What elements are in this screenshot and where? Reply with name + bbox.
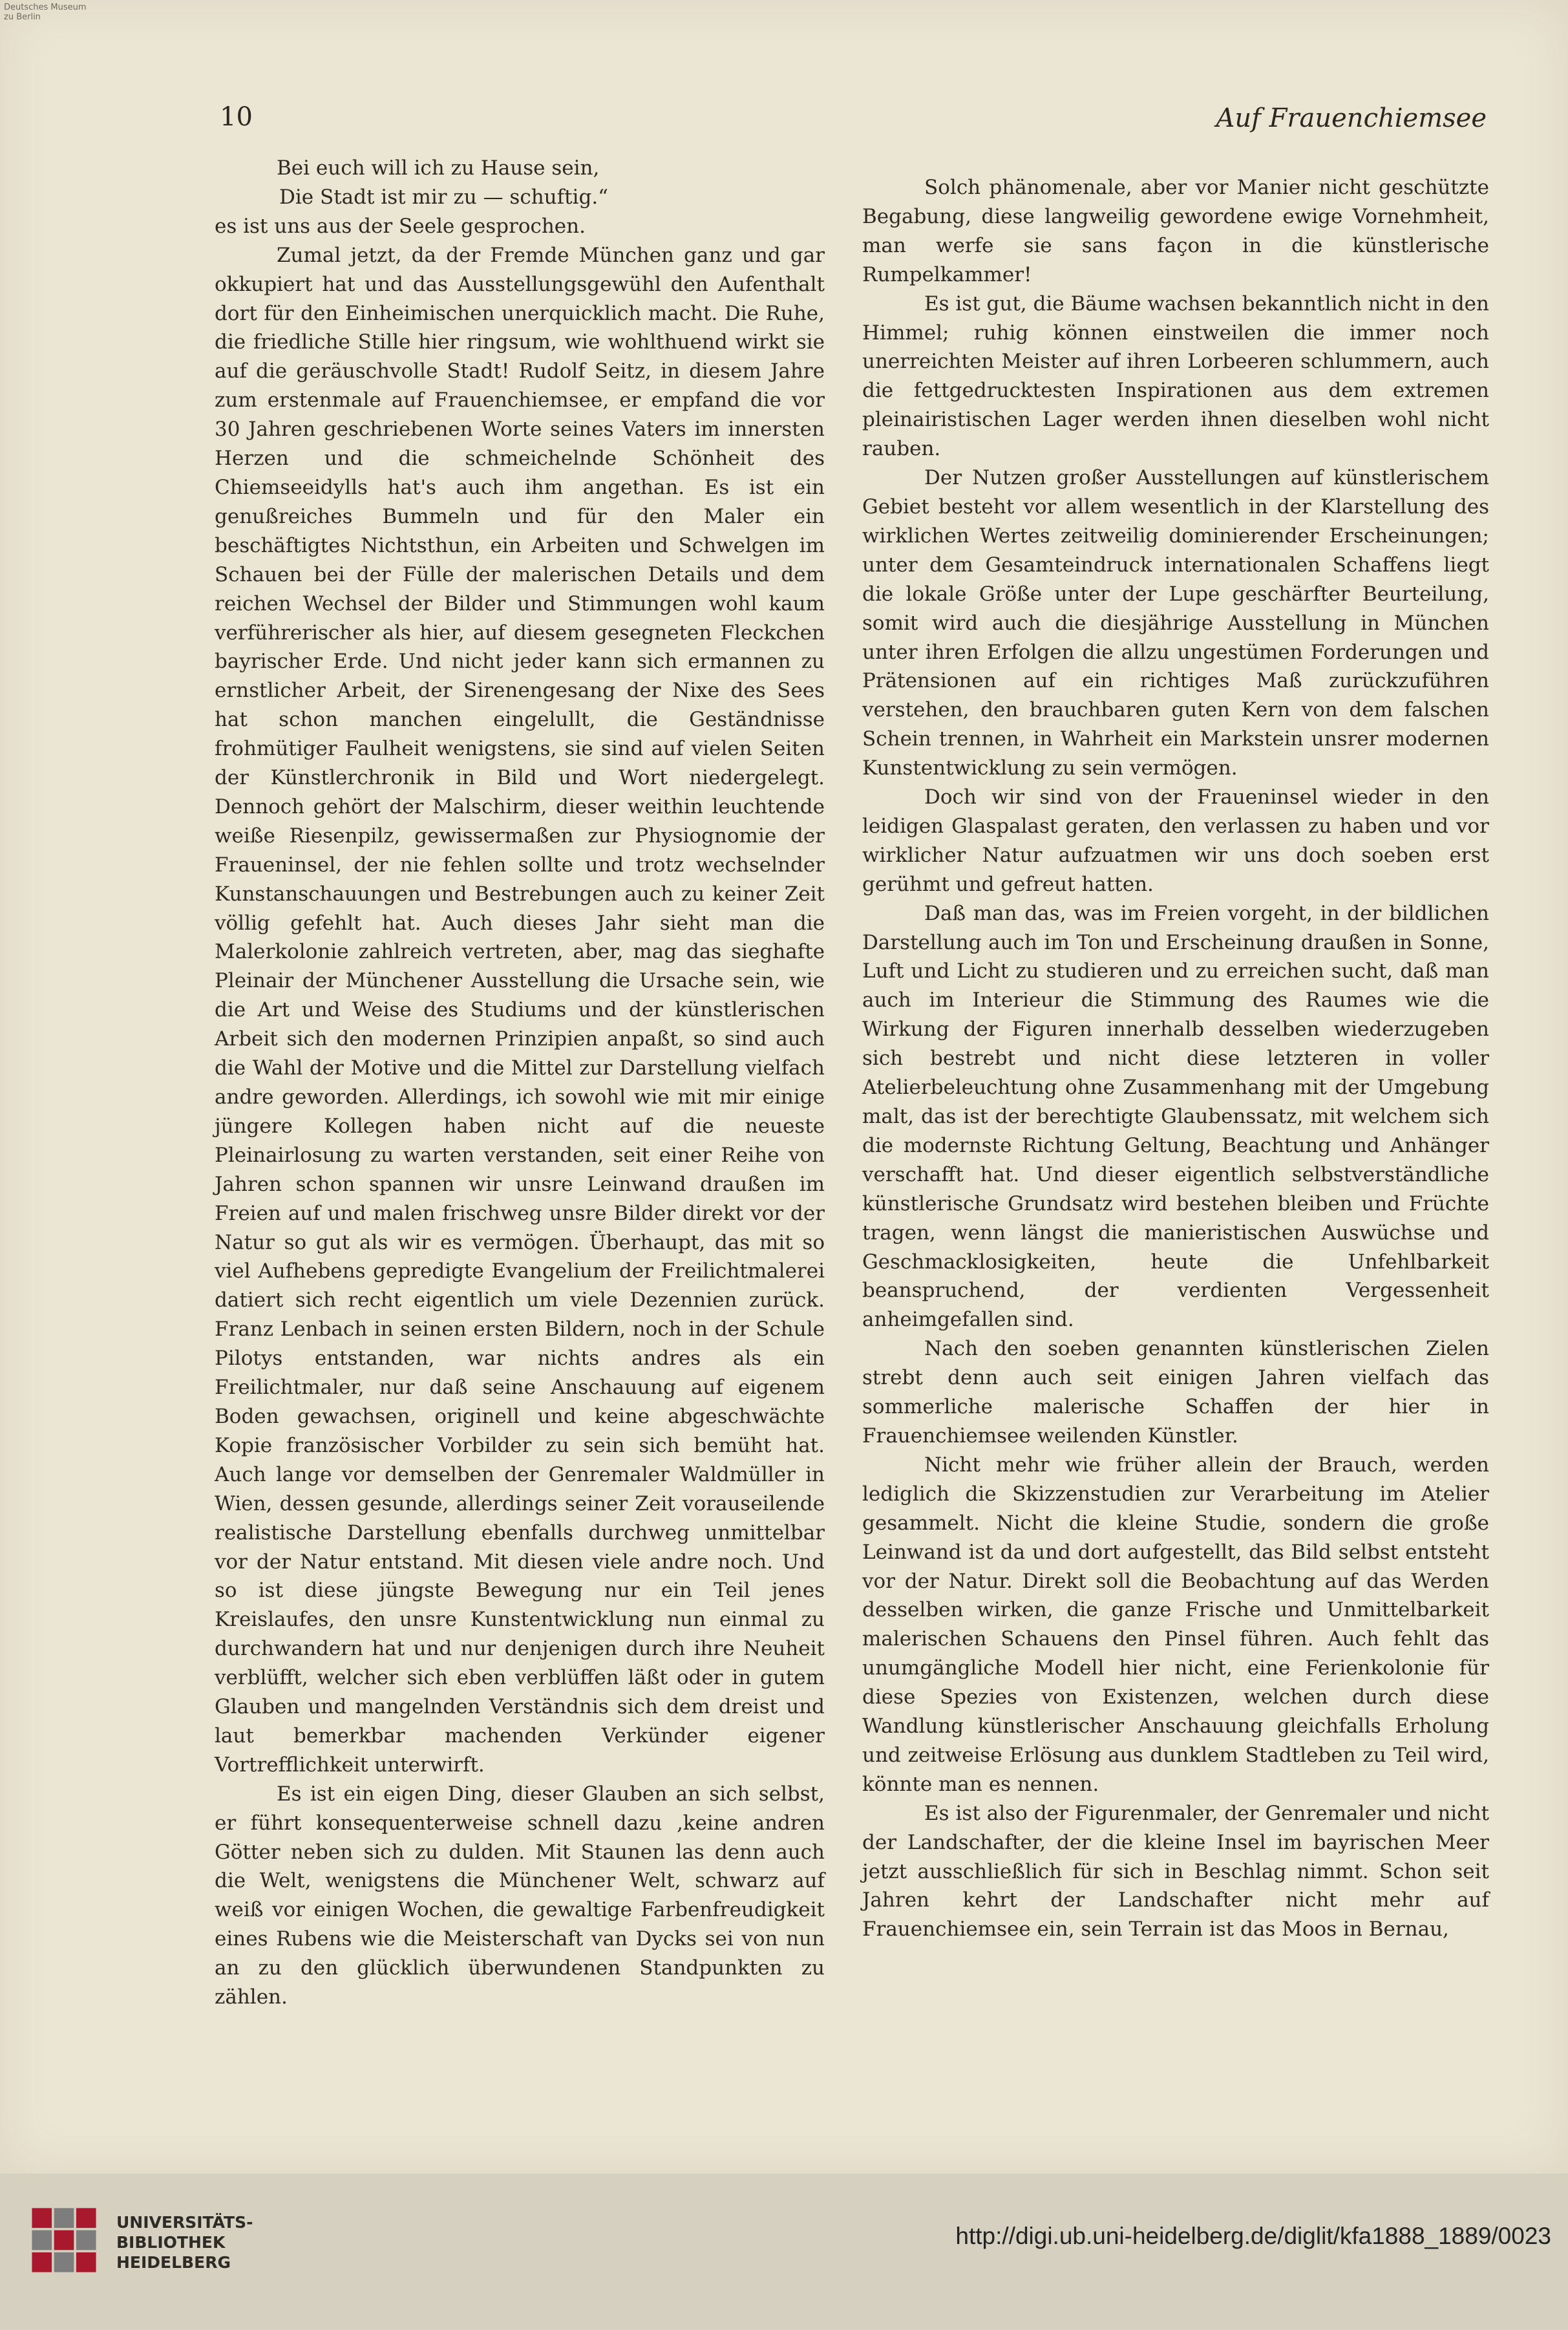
source-url-link[interactable]: http://digi.ub.uni-heidelberg.de/diglit/kfa1888_1889/0023 [955,2223,1551,2249]
library-stamp [4,3,114,22]
running-title: Auf Frauenchiemsee [1216,103,1487,133]
paragraph: Daß man das, was im Freien vorgeht, in der bildlichen Darstellung auch im Ton und Erscheinung draußen in Sonne, Luft und Licht zu studieren und zu erreichen sucht, daß man auch im Interieur die Stimmung des Raumes wie die Wirkung der Figuren innerhalb desselben wiederzugeben sich bestrebt und nicht diese letzteren in voller Atelierbeleuchtung ohne Zusammenhang mit der Umgebung malt, das ist der berechtigte Glaubenssatz, mit welchem sich die modernste Richtung Geltung, Beachtung und Anhänger verschafft hat. Und dieser eigentlich selbstverständliche künstlerische Grundsatz wird bestehen bleiben und Früchte tragen, wenn längst die manieristischen Auswüchse und Geschmacklosigkeiten, heute die Unfehlbarkeit beanspruchend, der verdienten Vergessenheit anheimgefallen sind. [862,901,1489,1332]
paragraph: Es ist also der Figurenmaler, der Genremaler und nicht der Landschafter, der die kleine Insel im bayrischen Meer jetzt ausschließlich für sich in Beschlag nimmt. Schon seit Jahren kehrt der Landschafter nicht mehr auf Frauenchiemsee ein, sein Terrain ist das Moos in Bernau, [862,1801,1489,1941]
paragraph: es ist uns aus der Seele gesprochen. [215,214,586,238]
paragraph: Es ist gut, die Bäume wachsen bekanntlich nicht in den Himmel; ruhig können einstweilen die immer noch unerreichten Meister auf ihren Lorbeeren schlummern, auch die fettgedrucktesten Inspirationen aus dem extremen pleinairistischen Lager werden ihnen dieselben wohl nicht rauben. [862,292,1489,461]
stamp-line: zu Berlin [4,12,41,22]
stamp-line: Deutsches Museum [4,3,87,12]
verse-line: Die Stadt ist mir zu — schuftig.“ [279,185,609,209]
library-name [116,2212,253,2272]
paragraph: Zumal jetzt, da der Fremde München ganz und gar okkupiert hat und das Ausstellungsgewühl den Aufenthalt dort für den Einheimischen unerquicklich macht. Die Ruhe, die friedliche Stille hier ringsum, wie wohlthuend wirkt sie auf die geräuschvolle Stadt! Rudolf Seitz, in diesem Jahre zum erstenmale auf Frauenchiemsee, er empfand die vor 30 Jahren geschriebenen Worte seines Vaters im innersten Herzen und die schmeichelnde Schönheit des Chiemseeidylls hat's auch ihm angethan. Es ist ein genußreiches Bummeln und für den Maler ein beschäftigtes Nichtsthun, ein Arbeiten und Schwelgen im Schauen bei der Fülle der malerischen Details und dem reichen Wechsel der Bilder und Stimmungen wohl kaum verführerischer als hier, auf diesem gesegneten Fleckchen bayrischer Erde. Und nicht jeder kann sich ermannen zu ernstlicher Arbeit, der Sirenengesang der Nixe des Sees hat schon manchen eingelullt, die Geständnisse frohmütiger Faulheit wenigstens, sie sind auf vielen Seiten der Künstlerchronik in Bild und Wort niedergelegt. Dennoch gehört der Malschirm, dieser weithin leuchtende weiße Riesenpilz, gewissermaßen zur Physiognomie der Fraueninsel, der nie fehlen sollte und trotz wechselnder Kunstanschauungen und Bestrebungen auch zu keiner Zeit völlig gefehlt hat. Auch dieses Jahr sieht man die Malerkolonie zahlreich vertreten, aber, mag das sieghafte Pleinair der Münchener Ausstellung die Ursache sein, wie die Art und Weise des Studiums und der künstlerischen Arbeit sich den modernen Prinzipien anpaßt, so sind auch die Wahl der Motive und die Mittel zur Darstellung vielfach andre geworden. Allerdings, ich sowohl wie mit mir einige jüngere Kollegen haben nicht auf die neueste Pleinairlosung zu warten verstanden, seit einer Reihe von Jahren schon spannen wir unsre Leinwand draußen im Freien auf und malen frischweg unsre Bilder direkt vor der Natur so gut als wir es vermögen. Überhaupt, das mit so viel Aufhebens gepredigte Evangelium der Freilichtmalerei datiert sich recht eigentlich um viele Dezennien zurück. Franz Lenbach in seinen ersten Bildern, noch in der Schule Pilotys entstanden, war nichts andres als ein Freilichtmaler, nur daß seine Anschauung auf eigenem Boden gewachsen, originell und keine abgeschwächte Kopie französischer Vorbilder zu sein sich bemüht hat. Auch lange vor demselben der Genremaler Waldmüller in Wien, dessen gesunde, allerdings seiner Zeit vorauseilende realistische Darstellung ebenfalls durchweg unmittelbar vor der Natur entstand. Mit diesen viele andre noch. Und so ist diese jüngste Bewegung nur ein Teil jenes Kreislaufes, den unsre Kunstentwicklung nun einmal zu durchwandern hat und nur denjenigen durch ihre Neuheit verblüfft, welcher sich eben verblüffen läßt oder in gutem Glauben und mangelnden Verständnis sich dem dreist und laut bemerkbar machenden Verkünder eigener Vortrefflichkeit unterwirft. [215,243,825,1777]
library-name-line: HEIDELBERG [116,2253,231,2272]
verse-line: Bei euch will ich zu Hause sein, [277,156,600,180]
university-library-logo-icon [26,2202,102,2278]
page-number: 10 [220,102,253,132]
paragraph: Es ist ein eigen Ding, dieser Glauben an sich selbst, er führt konsequenterweise schnell dazu ‚keine andren Götter neben sich zu dulden. Mit Staunen las denn auch die Welt, wenigstens die Münchener Welt, schwarz auf weiß vor einigen Wochen, die gewaltige Farbenfreudigkeit eines Rubens wie die Meisterschaft van Dycks sei von nun an zu den glücklich überwundenen Standpunkten zu zählen. [215,1782,825,2009]
paragraph: Nicht mehr wie früher allein der Brauch, werden lediglich die Skizzenstudien zur Verarbeitung im Atelier gesammelt. Nicht die kleine Studie, sondern die große Leinwand ist da und dort aufgestellt, das Bild selbst entsteht vor der Natur. Direkt soll die Beobachtung auf das Werden desselben wirken, die ganze Frische und Unmittelbarkeit malerischen Schauens den Pinsel führen. Auch fehlt das unumgängliche Modell hier nicht, eine Ferienkolonie für diese Spezies von Existenzen, welchen durch diese Wandlung künstlerischer Anschauung gleichfalls Erholung und zeitweise Erlösung aus dunklem Stadtleben zu Teil wird, könnte man es nennen. [862,1453,1489,1796]
paragraph: Nach den soeben genannten künstlerischen Zielen strebt denn auch seit einigen Jahren vielfach das sommerliche malerische Schaffen der hier in Frauenchiemsee weilenden Künstler. [862,1337,1489,1448]
left-column [215,154,825,2012]
library-name-line: UNIVERSITÄTS- [116,2213,253,2232]
digitization-footer [0,2174,1568,2330]
right-column [862,173,1489,1944]
library-name-line: BIBLIOTHEK [116,2233,226,2252]
paragraph: Solch phänomenale, aber vor Manier nicht geschützte Begabung, diese langweilig gewordene ewige Vornehmheit, man werfe sie sans façon in die künstlerische Rumpelkammer! [862,176,1489,286]
paragraph: Doch wir sind von der Fraueninsel wieder in den leidigen Glaspalast geraten, den verlassen zu haben und vor wirklicher Natur aufzuatmen wir uns doch soeben erst gerühmt und gefreut hatten. [862,786,1489,896]
verse-quote [215,154,825,212]
paragraph: Der Nutzen großer Ausstellungen auf künstlerischem Gebiet besteht vor allem wesentlich in der Klarstellung des wirklichen Wertes zeitweilig dominierender Erscheinungen; unter dem Gesamteindruck internationalen Schaffens liegt die lokale Größe unter der Lupe geschärfter Beurteilung, somit wird auch die diesjährige Ausstellung in München unter ihren Erfolgen die allzu ungestümen Forderungen und Prätensionen auf ein richtiges Maß zurückzuführen verstehen, den brauchbaren guten Kern von dem falschen Schein trennen, in Wahrheit ein Markstein unsrer modernen Kunstentwicklung zu sein vermögen. [862,466,1489,780]
